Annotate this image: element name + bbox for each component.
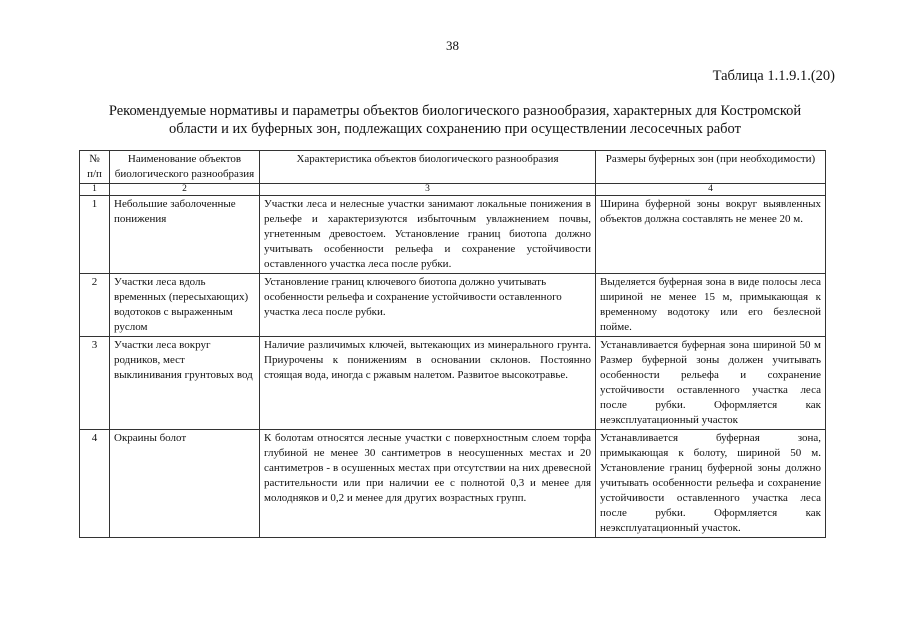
buffer-zone-size: Ширина буферной зоны вокруг выявленных объектов должна составлять не менее 20 м. [596,196,826,274]
table-row [80,196,826,274]
document-heading [80,102,830,138]
object-name: Участки леса вокруг родников, мест выклинивания грунтовых вод [110,337,260,430]
buffer-zone-size: Устанавливается буферная зона шириной 50 м Размер буферной зоны должен учитывать особенности рельефа и сохранение устойчивости оставленного участка леса после рубки. Оформляется как неэксплуатационный участок [596,337,826,430]
page-number: 38 [446,38,459,53]
header-characteristic: Характеристика объектов биологического разнообразия [260,151,596,184]
object-characteristic: Участки леса и нелесные участки занимают локальные понижения в рельефе и характеризуются избыточным увлажнением почвы, угнетенным древостоем. Установление границ биотопа должно учитывать особенности рельефа и сохранение устойчивости оставленного участка леса после рубки. [260,196,596,274]
biodiversity-norms-table [79,150,826,538]
column-index: 4 [596,184,826,196]
table-header-row [80,151,826,184]
buffer-zone-size: Выделяется буферная зона в виде полосы леса шириной не менее 15 м, примыкающая к временному водотоку или его безлесной пойме. [596,274,826,337]
header-name: Наименование объектов биологического разнообразия [110,151,260,184]
heading-line-2: области и их буферных зон, подлежащих сохранению при осуществлении лесосечных работ [169,121,741,137]
table-row [80,337,826,430]
column-index: 2 [110,184,260,196]
object-characteristic: Установление границ ключевого биотопа должно учитывать особенности рельефа и сохранение устойчивости оставленного участка леса после рубки. [260,274,596,337]
row-number: 2 [80,274,110,337]
column-index-row [80,184,826,196]
column-index: 3 [260,184,596,196]
table-row [80,274,826,337]
row-number: 1 [80,196,110,274]
heading-line-1: Рекомендуемые нормативы и параметры объектов биологического разнообразия, характерных для Костромской [108,103,802,119]
buffer-zone-size: Устанавливается буферная зона, примыкающая к болоту, шириной 50 м. Установление границ буферной зоны должно учитывать особенности рельефа и сохранение устойчивости оставленного участка леса после рубки. Оформляется как неэксплуатационный участок. [596,430,826,538]
object-characteristic: К болотам относятся лесные участки с поверхностным слоем торфа глубиной не менее 30 сантиметров в неосушенных местах и 20 сантиметров - в осушенных местах при отсутствии на них древесной растительности или при наличии ее с полнотой 0,3 и менее для молодняков и 0,2 и менее для других возрастных групп. [260,430,596,538]
object-name: Небольшие заболоченные понижения [110,196,260,274]
object-name: Участки леса вдоль временных (пересыхающих) водотоков с выраженным руслом [110,274,260,337]
column-index: 1 [80,184,110,196]
header-num: № п/п [80,151,110,184]
table-row [80,430,826,538]
row-number: 3 [80,337,110,430]
header-buffer: Размеры буферных зон (при необходимости) [596,151,826,184]
object-characteristic: Наличие различимых ключей, вытекающих из минерального грунта. Приурочены к понижениям в основании склонов. Постоянно стоящая вода, иногда с ржавым налетом. Развитое высокотравье. [260,337,596,430]
object-name: Окраины болот [110,430,260,538]
table-reference: Таблица 1.1.9.1.(20) [712,68,835,84]
row-number: 4 [80,430,110,538]
